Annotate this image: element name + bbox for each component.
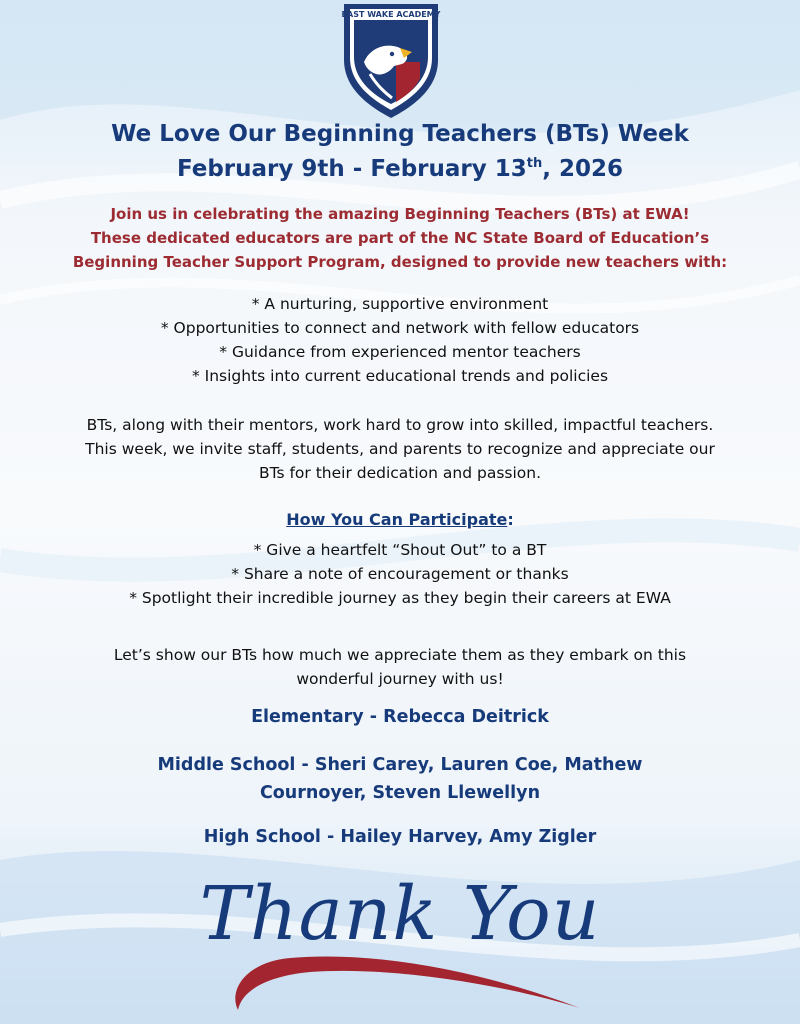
participate-heading [0,508,800,532]
list-item: * Spotlight their incredible journey as they begin their careers at EWA [129,589,671,607]
participate-list [15,538,785,610]
list-item: * Share a note of encouragement or thanks [231,565,569,583]
closing-line: wonderful journey with us! [296,670,504,688]
thank-you-signature [150,862,650,1022]
description-paragraph [15,413,785,485]
participate-heading-colon: : [507,510,514,529]
list-item: * Insights into current educational trends and policies [191,367,609,385]
date-range-year: , 2026 [542,156,624,182]
east-wake-academy-logo [340,0,442,120]
closing-line: Let’s show our BTs how much we appreciate them as they embark on this [113,646,687,664]
elementary-teachers: Elementary - Rebecca Deitrick [251,707,549,727]
list-item: * A nurturing, supportive environment [251,295,549,313]
middle-school-line: Cournoyer, Steven Llewellyn [259,783,541,803]
logo-text: EAST WAKE ACADEMY [341,10,441,19]
participate-heading-text: How You Can Participate [286,510,508,529]
date-range-start: February 9th - February 13 [176,156,527,182]
support-list [15,292,785,388]
middle-school-teachers [60,751,740,807]
list-item: * Guidance from experienced mentor teachers [219,343,581,361]
page-title: We Love Our Beginning Teachers (BTs) Week [111,121,689,147]
intro-text [20,202,780,274]
intro-line: Beginning Teacher Support Program, designed to provide new teachers with: [72,253,728,271]
date-range [0,152,800,186]
date-ordinal-suffix: th [526,156,543,171]
intro-line: Join us in celebrating the amazing Beginning Teachers (BTs) at EWA! [110,205,690,223]
thank-you-text: Thank You [199,871,601,957]
list-item: * Give a heartfelt “Shout Out” to a BT [253,541,547,559]
middle-school-line: Middle School - Sheri Carey, Lauren Coe, Mathew [157,755,643,775]
intro-line: These dedicated educators are part of the NC State Board of Education’s [90,229,710,247]
paragraph-line: This week, we invite staff, students, and parents to recognize and appreciate our [85,440,715,458]
list-item: * Opportunities to connect and network with fellow educators [160,319,640,337]
closing-text [15,643,785,691]
paragraph-line: BTs, along with their mentors, work hard to grow into skilled, impactful teachers. [86,416,714,434]
paragraph-line: BTs for their dedication and passion. [258,464,542,482]
high-school-teachers: High School - Hailey Harvey, Amy Zigler [203,827,597,847]
